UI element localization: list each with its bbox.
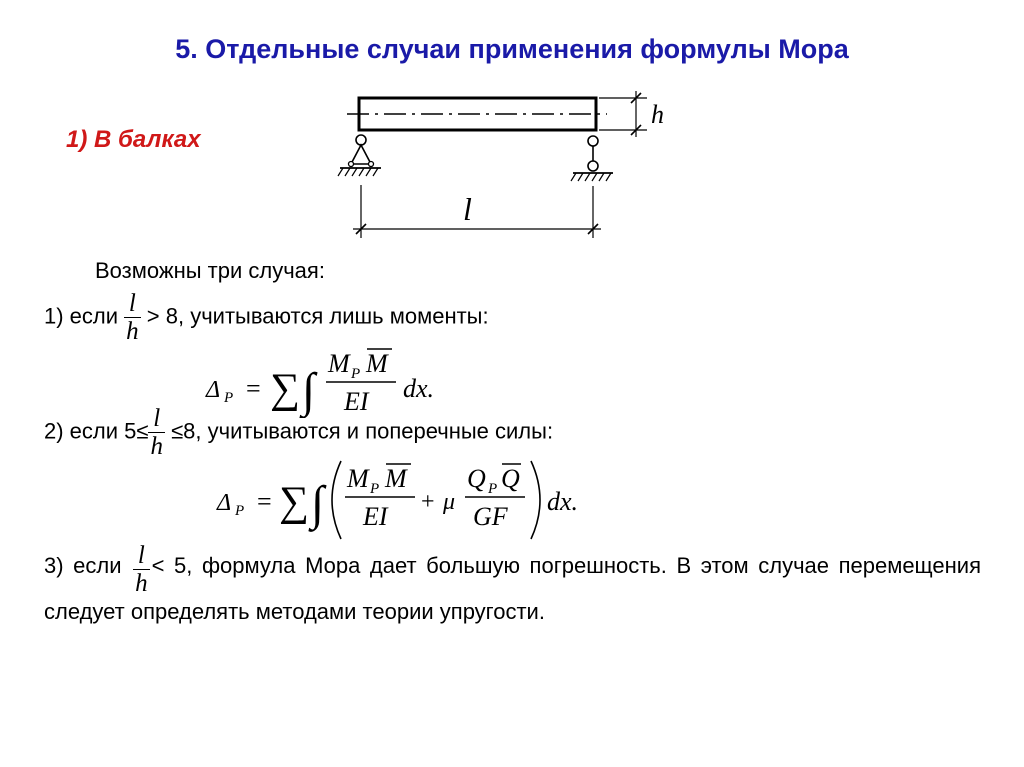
- length-dimension: [353, 185, 601, 238]
- case2-line: [44, 406, 553, 459]
- case3-frac-num: l: [133, 543, 150, 570]
- delta-subscript: P: [235, 503, 245, 519]
- num-m-bar: M: [385, 464, 407, 493]
- case3-fraction: [133, 543, 150, 596]
- integral-symbol: ∫: [311, 477, 325, 530]
- left-pin-support: [338, 135, 381, 176]
- num-q-subscript: P: [488, 481, 498, 497]
- case3-frac-den: h: [135, 570, 148, 597]
- num-m: M: [328, 349, 350, 378]
- case1-line: [44, 291, 489, 344]
- mu-symbol: μ: [443, 489, 456, 515]
- sum-symbol: ∑: [279, 479, 309, 525]
- dx-term: dx.: [547, 487, 579, 516]
- case1-frac-num: l: [124, 291, 141, 318]
- num-q: Q: [467, 464, 486, 493]
- dx-term: dx.: [403, 374, 435, 403]
- case2-fraction: [148, 406, 165, 459]
- den-ei: EI: [344, 387, 369, 416]
- case2-frac-den: h: [150, 433, 163, 460]
- equals-sign: =: [257, 487, 272, 516]
- left-paren: [332, 461, 341, 539]
- case2-suffix: ≤8, учитываются и поперечные силы:: [164, 418, 554, 444]
- case3-paragraph: [44, 543, 981, 627]
- sum-symbol: ∑: [270, 366, 300, 412]
- case3-condition: < 5: [151, 553, 187, 578]
- case3-prefix: 3) если: [44, 553, 132, 578]
- den-ei: EI: [363, 502, 388, 531]
- case2-prefix: 2) если 5≤: [44, 418, 149, 444]
- delta-symbol: Δ: [217, 490, 232, 516]
- num-m-bar: M: [366, 349, 388, 378]
- num-m-subscript: P: [370, 481, 380, 497]
- formula-shear: [213, 455, 593, 545]
- equals-sign: =: [246, 374, 261, 403]
- num-m: M: [347, 464, 369, 493]
- slide-title: 5. Отдельные случаи применения формулы Мора: [175, 34, 849, 64]
- delta-symbol: Δ: [206, 377, 221, 403]
- delta-subscript: P: [224, 390, 234, 406]
- integral-symbol: ∫: [302, 364, 316, 417]
- intro-text: Возможны три случая:: [95, 258, 325, 283]
- plus-sign: +: [421, 489, 435, 515]
- beam-diagram: [335, 88, 680, 238]
- den-gf: GF: [473, 502, 508, 531]
- right-paren: [531, 461, 540, 539]
- case1-frac-den: h: [126, 318, 139, 345]
- case1-fraction: [124, 291, 141, 344]
- case3-text: , формула Мора дает большую погрешность. В этом случае перемещения следует определять методами теории упругости.: [44, 553, 981, 624]
- height-label: h: [651, 100, 664, 129]
- case1-suffix: , учитываются лишь моменты:: [177, 303, 489, 329]
- num-m-subscript: P: [351, 366, 361, 382]
- case1-prefix: 1) если: [44, 303, 125, 329]
- num-q-bar: Q: [501, 464, 520, 493]
- section-subtitle: 1) В балках: [66, 126, 201, 153]
- right-roller-support: [571, 136, 613, 181]
- length-label: l: [463, 191, 472, 227]
- height-dimension: [599, 91, 664, 137]
- case2-frac-num: l: [148, 406, 165, 433]
- case1-condition: > 8: [140, 303, 178, 329]
